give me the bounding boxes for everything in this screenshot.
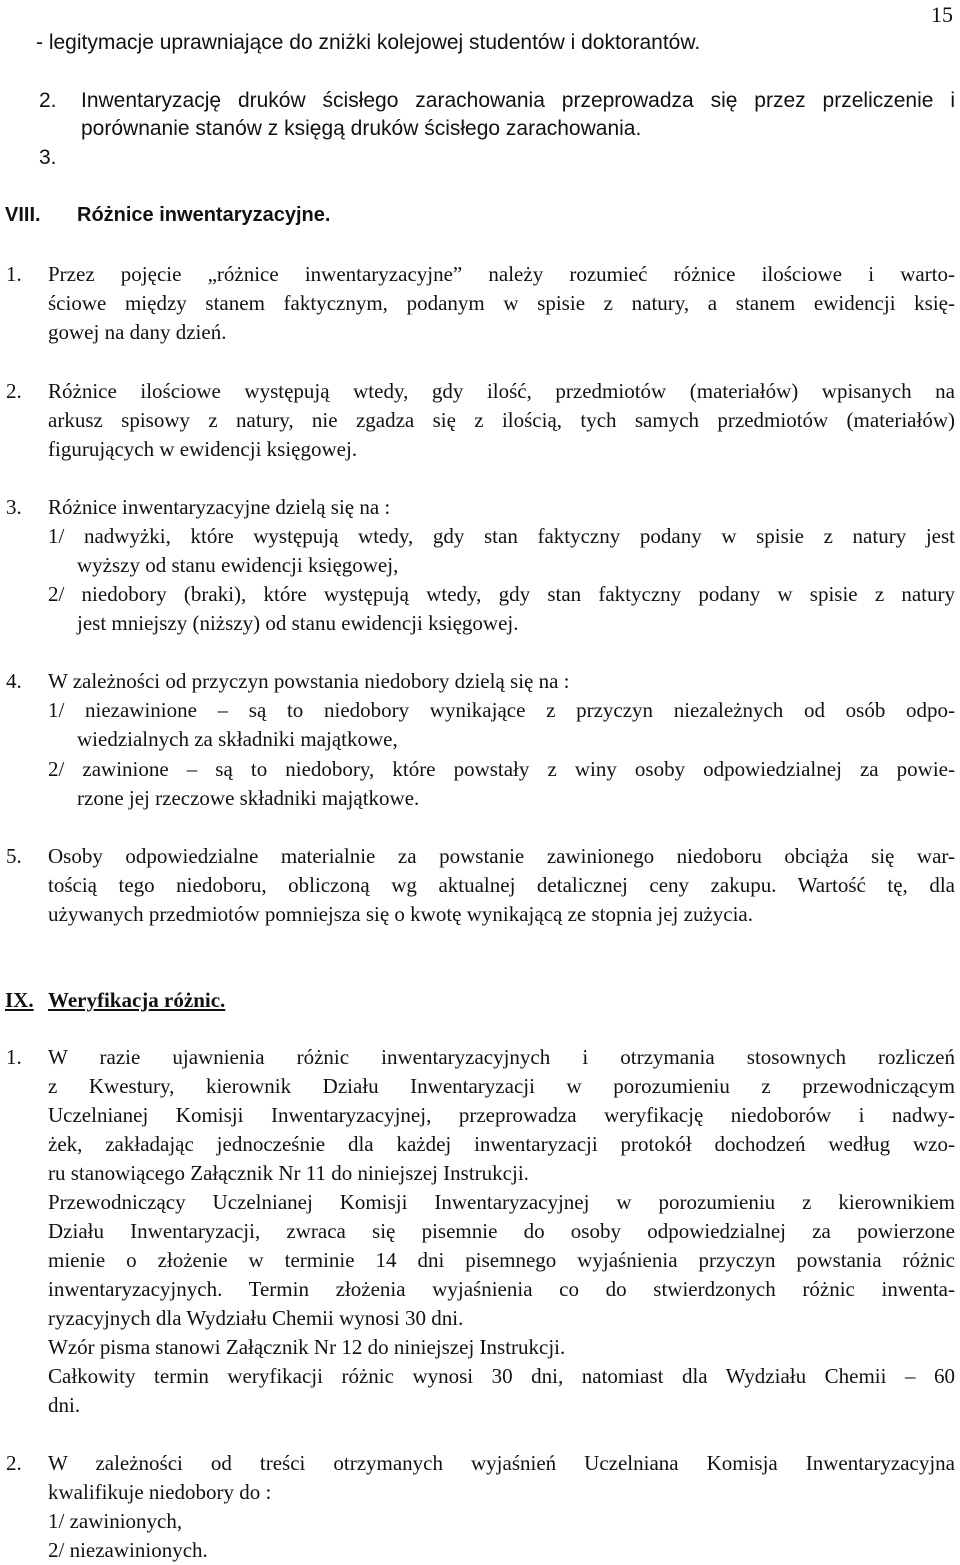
paragraph-line: z Kwestury, kierownik Działu Inwentaryzacji w porozumieniu z przewodniczącym bbox=[48, 1074, 955, 1098]
paragraph-line: Uczelnianej Komisji Inwentaryzacyjnej, przeprowadza weryfikację niedoborów i nadwy- bbox=[48, 1103, 955, 1127]
paragraph-number: 2. bbox=[6, 379, 22, 403]
paragraph-line: Różnice inwentaryzacyjne dzielą się na : bbox=[48, 495, 391, 519]
section-heading-number: IX. bbox=[5, 988, 34, 1012]
paragraph-line: arkusz spisowy z natury, nie zgadza się z ilością, tych samych przedmiotów (materiałów) bbox=[48, 408, 955, 432]
sublist-item-line: 2/ zawinione – są to niedobory, które powstały z winy osoby odpowiedzialnej za powie- bbox=[48, 757, 955, 781]
section-heading-number: VIII. bbox=[5, 204, 41, 226]
list-item-dash: - legitymacje uprawniające do zniżki kolejowej studentów i doktorantów. bbox=[36, 31, 701, 54]
paragraph-number: 2. bbox=[6, 1451, 22, 1475]
paragraph-line: tością tego niedoboru, obliczoną wg aktualnej detalicznej ceny zakupu. Wartość tę, dla bbox=[48, 873, 955, 897]
paragraph-line: inwentaryzacyjnych. Termin złożenia wyjaśnienia co do stwierdzonych różnic inwenta- bbox=[48, 1277, 955, 1301]
sublist-item-line: 2/ niezawinionych. bbox=[48, 1538, 208, 1562]
paragraph-line: używanych przedmiotów pomniejsza się o kwotę wynikającą ze stopnia jej zużycia. bbox=[48, 902, 753, 926]
paragraph-line: Osoby odpowiedzialne materialnie za powstanie zawinionego niedoboru obciąża się war- bbox=[48, 844, 955, 868]
paragraph-line: Działu Inwentaryzacji, zwraca się pisemnie do osoby odpowiedzialnej za powierzone bbox=[48, 1219, 955, 1243]
section-heading-title: Różnice inwentaryzacyjne. bbox=[77, 204, 331, 226]
sublist-item-line: 1/ zawinionych, bbox=[48, 1509, 183, 1533]
paragraph-line: Całkowity termin weryfikacji różnic wynosi 30 dni, natomiast dla Wydziału Chemii – 60 bbox=[48, 1364, 955, 1388]
list-item-text: Inwentaryzację druków ścisłego zarachowania przeprowadza się przez przeliczenie i bbox=[81, 89, 955, 112]
list-item-number: 3. bbox=[39, 146, 57, 169]
paragraph-line: Różnice ilościowe występują wtedy, gdy ilość, przedmiotów (materiałów) wpisanych na bbox=[48, 379, 955, 403]
sublist-item-line: wiedzialnych za składniki majątkowe, bbox=[77, 727, 398, 751]
paragraph-number: 4. bbox=[6, 669, 22, 693]
sublist-item-line: 1/ niezawinione – są to niedobory wynikające z przyczyn niezależnych od osób odpo- bbox=[48, 698, 955, 722]
paragraph-line: Wzór pisma stanowi Załącznik Nr 12 do niniejszej Instrukcji. bbox=[48, 1335, 566, 1359]
paragraph-line: mienie o złożenie w terminie 14 dni pisemnego wyjaśnienia przyczyn powstania różnic bbox=[48, 1248, 955, 1272]
paragraph-line: kwalifikuje niedobory do : bbox=[48, 1480, 272, 1504]
sublist-item-line: rzone jej rzeczowe składniki majątkowe. bbox=[77, 786, 420, 810]
paragraph-line: ściowe między stanem faktycznym, podanym w spisie z natury, a stanem ewidencji księ- bbox=[48, 291, 955, 315]
paragraph-line: ryzacyjnych dla Wydziału Chemii wynosi 30 dni. bbox=[48, 1306, 464, 1330]
paragraph-line: ru stanowiącego Załącznik Nr 11 do niniejszej Instrukcji. bbox=[48, 1161, 529, 1185]
paragraph-line: gowej na dany dzień. bbox=[48, 320, 227, 344]
sublist-item-line: jest mniejszy (niższy) od stanu ewidencji księgowej. bbox=[77, 611, 519, 635]
paragraph-line: W zależności od przyczyn powstania niedobory dzielą się na : bbox=[48, 669, 570, 693]
sublist-item-line: 1/ nadwyżki, które występują wtedy, gdy stan faktyczny podany w spisie z natury jest bbox=[48, 524, 955, 548]
paragraph-number: 3. bbox=[6, 495, 22, 519]
paragraph-number: 5. bbox=[6, 844, 22, 868]
sublist-item-line: wyższy od stanu ewidencji księgowej, bbox=[77, 553, 399, 577]
sublist-item-line: 2/ niedobory (braki), które występują wtedy, gdy stan faktyczny podany w spisie z natury bbox=[48, 582, 955, 606]
paragraph-number: 1. bbox=[6, 1045, 22, 1069]
section-heading-title: Weryfikacja różnic. bbox=[48, 988, 226, 1012]
list-item-number: 2. bbox=[39, 89, 57, 112]
paragraph-line: dni. bbox=[48, 1393, 81, 1417]
paragraph-line: żek, zakładając jednocześnie dla każdej inwentaryzacji protokół dochodzeń według wzo- bbox=[48, 1132, 955, 1156]
paragraph-line: figurujących w ewidencji księgowej. bbox=[48, 437, 358, 461]
list-item-text: porównanie stanów z księgą druków ścisłego zarachowania. bbox=[81, 117, 642, 140]
page-number: 15 bbox=[931, 2, 953, 27]
paragraph-line: W zależności od treści otrzymanych wyjaśnień Uczelniana Komisja Inwentaryzacyjna bbox=[48, 1451, 955, 1475]
paragraph-line: Przewodniczący Uczelnianej Komisji Inwentaryzacyjnej w porozumieniu z kierownikiem bbox=[48, 1190, 955, 1214]
paragraph-number: 1. bbox=[6, 262, 22, 286]
paragraph-line: Przez pojęcie „różnice inwentaryzacyjne” należy rozumieć różnice ilościowe i warto- bbox=[48, 262, 955, 286]
paragraph-line: W razie ujawnienia różnic inwentaryzacyjnych i otrzymania stosownych rozliczeń bbox=[48, 1045, 955, 1069]
